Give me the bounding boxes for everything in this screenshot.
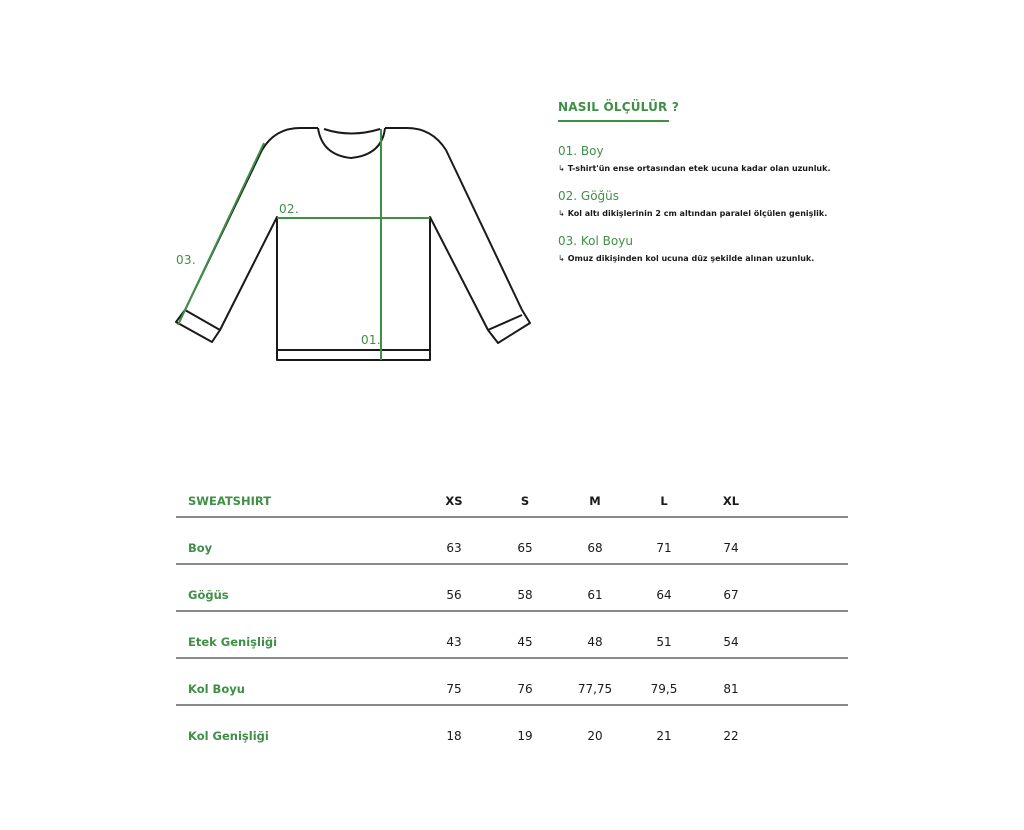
left-cuff — [185, 310, 220, 330]
table-cell: 75 — [446, 682, 462, 696]
label-chest: 02. — [279, 202, 299, 216]
table-cell: 64 — [656, 588, 672, 602]
table-cell: 22 — [723, 729, 739, 743]
table-cell: 43 — [446, 635, 462, 649]
step-description-text: Kol altı dikişlerinin 2 cm altından paralel ölçülen genişlik. — [567, 209, 828, 218]
arrow-icon: ↳ — [558, 209, 565, 218]
table-cell: 58 — [517, 588, 533, 602]
sleeve-measure-line — [178, 143, 264, 325]
table-cell: 81 — [723, 682, 739, 696]
table-cell: 21 — [656, 729, 672, 743]
size-header: S — [520, 494, 530, 508]
table-cell: 77,75 — [577, 682, 613, 696]
row-label: Kol Boyu — [188, 682, 245, 696]
row-label: Kol Genişliği — [188, 729, 269, 743]
size-header: M — [589, 494, 601, 508]
right-cuff — [488, 315, 522, 330]
step-description — [558, 209, 827, 218]
table-cell: 56 — [446, 588, 462, 602]
row-label: Göğüs — [188, 588, 229, 602]
step-description — [558, 164, 830, 173]
arrow-icon: ↳ — [558, 254, 565, 263]
table-row — [176, 518, 848, 565]
table-cell: 51 — [656, 635, 672, 649]
table-cell: 61 — [587, 588, 603, 602]
table-row — [176, 612, 848, 659]
table-cell: 68 — [587, 541, 603, 555]
table-cell: 76 — [517, 682, 533, 696]
sweatshirt-outline — [176, 128, 530, 360]
step-description-text: Omuz dikişinden kol ucuna düz şekilde alınan uzunluk. — [567, 254, 815, 263]
table-cell: 67 — [723, 588, 739, 602]
table-row — [176, 659, 848, 706]
table-title: SWEATSHIRT — [188, 494, 272, 508]
table-cell: 71 — [656, 541, 672, 555]
table-header-row — [176, 488, 848, 518]
row-label: Boy — [188, 541, 213, 555]
size-chart-table — [176, 488, 848, 751]
step-title: 03. Kol Boyu — [558, 234, 633, 248]
step-description-text: T-shirt'ün ense ortasından etek ucuna kadar olan uzunluk. — [567, 164, 831, 173]
label-length: 01. — [361, 333, 381, 347]
how-to-measure-guide — [558, 96, 878, 263]
table-cell: 20 — [587, 729, 603, 743]
step-title: 02. Göğüs — [558, 189, 620, 203]
size-header: XS — [445, 494, 463, 508]
measurement-diagram — [0, 0, 1024, 400]
table-row — [176, 706, 848, 751]
table-cell: 65 — [517, 541, 533, 555]
table-cell: 45 — [517, 635, 533, 649]
table-cell: 79,5 — [650, 682, 678, 696]
table-cell: 54 — [723, 635, 739, 649]
size-header: XL — [722, 494, 740, 508]
table-cell: 63 — [446, 541, 462, 555]
table-row — [176, 565, 848, 612]
guide-step-sleeve — [558, 234, 814, 263]
label-sleeve: 03. — [176, 253, 196, 267]
table-cell: 18 — [446, 729, 462, 743]
size-header: L — [660, 494, 668, 508]
table-cell: 74 — [723, 541, 739, 555]
guide-title: NASIL ÖLÇÜLÜR ? — [558, 100, 669, 122]
table-cell: 48 — [587, 635, 603, 649]
table-cell: 19 — [517, 729, 533, 743]
guide-step-length — [558, 144, 830, 173]
step-title: 01. Boy — [558, 144, 604, 158]
step-description — [558, 254, 814, 263]
sweatshirt-illustration — [0, 0, 1024, 400]
neckline-inner — [324, 129, 380, 134]
arrow-icon: ↳ — [558, 164, 565, 173]
row-label: Etek Genişliği — [188, 635, 278, 649]
guide-step-chest — [558, 189, 827, 218]
